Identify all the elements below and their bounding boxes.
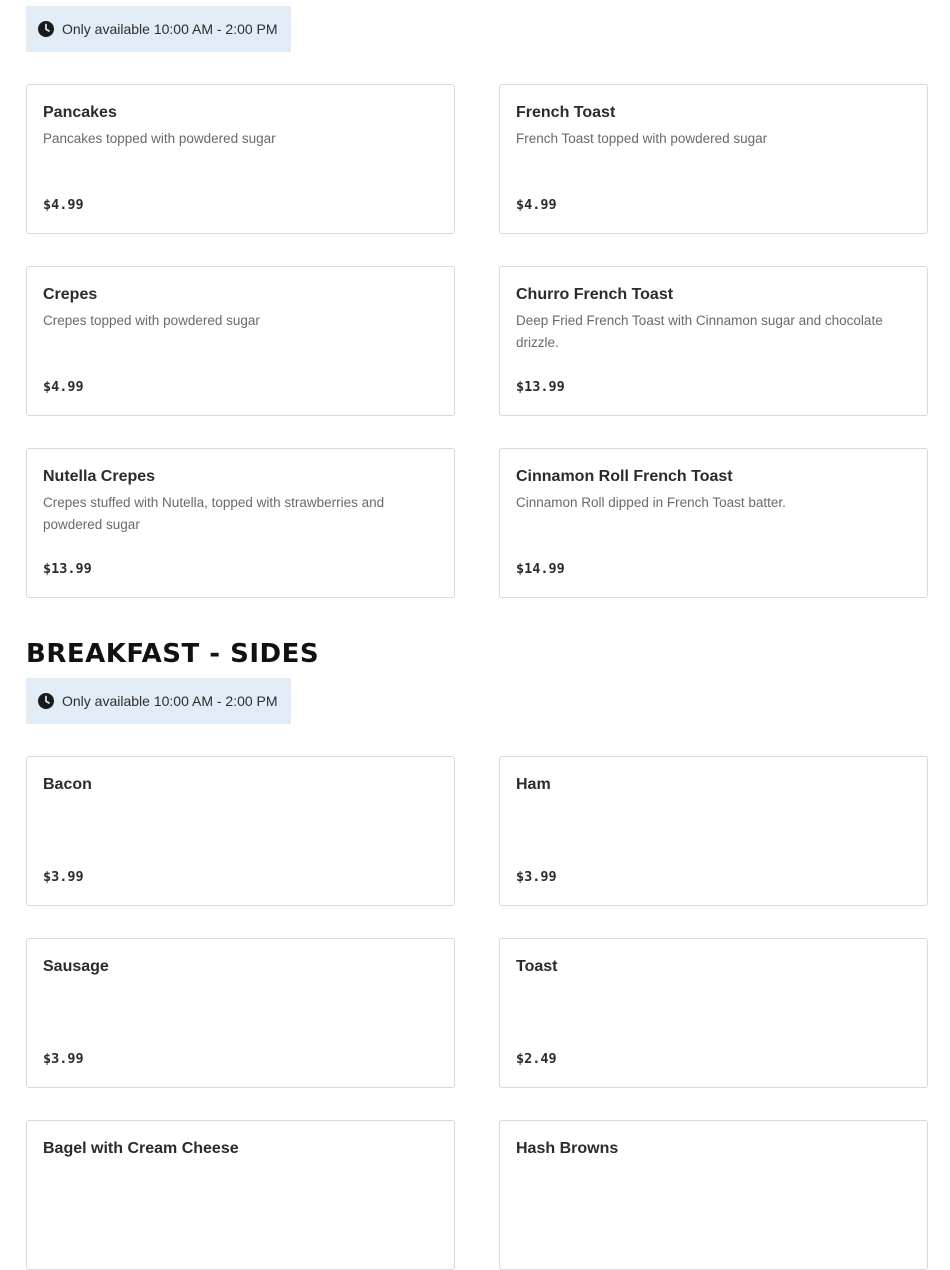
item-price: $3.99	[43, 869, 84, 885]
item-price: $3.99	[516, 869, 557, 885]
item-name: French Toast	[516, 104, 616, 121]
menu-item-card[interactable]	[26, 938, 455, 1088]
menu-item-card[interactable]	[26, 1120, 455, 1270]
item-name: Bagel with Cream Cheese	[43, 1140, 239, 1157]
menu-item-card[interactable]	[499, 448, 928, 598]
availability-text: Only available 10:00 AM - 2:00 PM	[62, 21, 278, 37]
item-name: Sausage	[43, 958, 109, 975]
item-price: $14.99	[516, 561, 565, 577]
availability-notice	[26, 678, 291, 724]
item-description: Pancakes topped with powdered sugar	[43, 131, 276, 146]
item-price: $4.99	[516, 197, 557, 213]
clock-icon	[38, 693, 54, 709]
menu-item-card[interactable]	[499, 1120, 928, 1270]
item-name: Toast	[516, 958, 558, 975]
item-price: $13.99	[516, 379, 565, 395]
menu-item-card[interactable]	[499, 84, 928, 234]
clock-icon	[38, 21, 54, 37]
menu-item-card[interactable]	[26, 756, 455, 906]
menu-item-card[interactable]	[499, 266, 928, 416]
item-price: $4.99	[43, 379, 84, 395]
menu-items-grid	[26, 84, 928, 598]
menu-items-grid	[26, 756, 928, 1270]
availability-notice	[26, 6, 291, 52]
item-price: $2.49	[516, 1051, 557, 1067]
item-description: Cinnamon Roll dipped in French Toast batter.	[516, 495, 786, 510]
menu-item-card[interactable]	[499, 938, 928, 1088]
item-name: Nutella Crepes	[43, 468, 156, 485]
item-name: Pancakes	[43, 104, 117, 121]
section-title: BREAKFAST - SIDES	[26, 639, 320, 669]
item-name: Churro French Toast	[516, 286, 674, 303]
menu-item-card[interactable]	[26, 84, 455, 234]
item-name: Crepes	[43, 286, 98, 303]
availability-text: Only available 10:00 AM - 2:00 PM	[62, 693, 278, 709]
menu-item-card[interactable]	[499, 756, 928, 906]
item-price: $3.99	[43, 1051, 84, 1067]
item-price: $4.99	[43, 197, 84, 213]
item-name: Bacon	[43, 776, 92, 793]
item-name: Ham	[516, 776, 551, 793]
item-description: Deep Fried French Toast with Cinnamon sugar and chocolate drizzle.	[516, 313, 883, 350]
item-description: Crepes stuffed with Nutella, topped with strawberries and powdered sugar	[43, 495, 385, 532]
menu-item-card[interactable]	[26, 266, 455, 416]
item-name: Cinnamon Roll French Toast	[516, 468, 733, 485]
item-price: $13.99	[43, 561, 92, 577]
item-description: French Toast topped with powdered sugar	[516, 131, 768, 146]
menu-item-card[interactable]	[26, 448, 455, 598]
item-description: Crepes topped with powdered sugar	[43, 313, 260, 328]
item-name: Hash Browns	[516, 1140, 619, 1157]
